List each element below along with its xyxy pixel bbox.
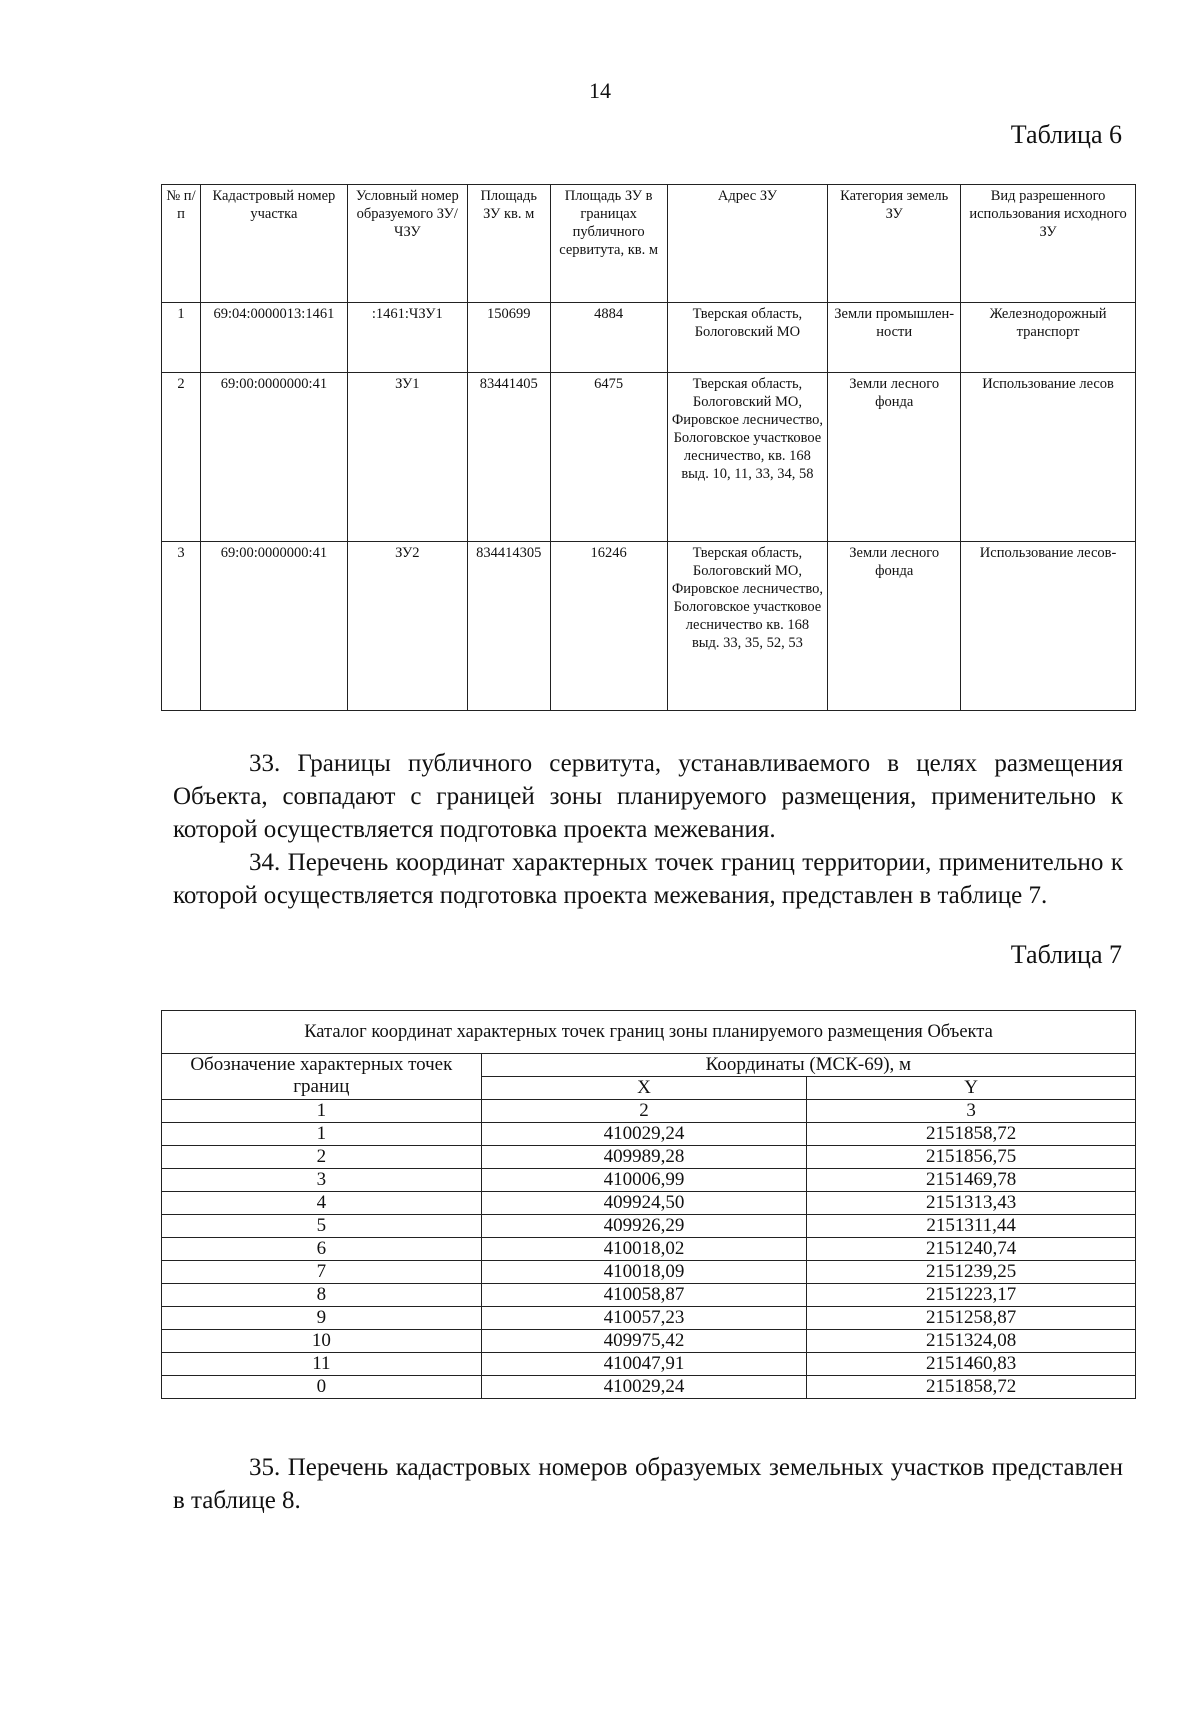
table-cell: 10 — [162, 1330, 482, 1353]
table-cell: :1461:ЧЗУ1 — [347, 303, 467, 373]
table-cell: 5 — [162, 1215, 482, 1238]
header-cell: Категория земель ЗУ — [828, 185, 961, 303]
table-cell: 83441405 — [467, 373, 550, 542]
table-row — [162, 1215, 1136, 1238]
table-cell: 409926,29 — [481, 1215, 807, 1238]
table-cell: Тверская область, Бологовский МО, Фировское лесничество, Бологовское участковое лесничество, кв. 168 выд. 10, 11, 33, 34, 58 — [667, 373, 828, 542]
table-cell: 6475 — [550, 373, 667, 542]
paragraph-35 — [173, 1451, 1123, 1517]
table-7-title: Каталог координат характерных точек границ зоны планируемого размещения Объекта — [162, 1011, 1136, 1054]
table-row — [162, 373, 1136, 542]
table-cell: 2151469,78 — [807, 1169, 1136, 1192]
table-cell: Земли лесного фонда — [828, 542, 961, 711]
table-cell: Тверская область, Бологовский МО, Фировское лесничество, Бологовское участковое лесничество кв. 168 выд. 33, 35, 52, 53 — [667, 542, 828, 711]
table-cell: 2151858,72 — [807, 1376, 1136, 1399]
table-cell: 150699 — [467, 303, 550, 373]
table-cell: 410029,24 — [481, 1123, 807, 1146]
table-6 — [161, 184, 1136, 711]
table-7-colnum-row — [162, 1100, 1136, 1123]
table-row — [162, 1169, 1136, 1192]
table-6-header-row — [162, 185, 1136, 303]
table-cell: 3 — [162, 542, 201, 711]
table-cell: 1 — [162, 1123, 482, 1146]
paragraph-33 — [173, 747, 1123, 846]
table-cell: 16246 — [550, 542, 667, 711]
header-cell: Вид разрешенного использования исходного ЗУ — [961, 185, 1136, 303]
table-7 — [161, 1010, 1136, 1399]
table-row — [162, 1146, 1136, 1169]
table-cell: 8 — [162, 1284, 482, 1307]
table-cell: 2151258,87 — [807, 1307, 1136, 1330]
table-cell: 2 — [162, 1146, 482, 1169]
table-cell: Железнодорожный транспорт — [961, 303, 1136, 373]
col-number: 3 — [807, 1100, 1136, 1123]
table-7-caption: Таблица 7 — [1010, 940, 1122, 969]
x-header: X — [481, 1077, 807, 1100]
header-cell: Адрес ЗУ — [667, 185, 828, 303]
table-6-caption: Таблица 6 — [1010, 120, 1122, 149]
table-row — [162, 542, 1136, 711]
table-row — [162, 1238, 1136, 1261]
table-row — [162, 303, 1136, 373]
paragraph-34 — [173, 846, 1123, 912]
table-cell: 69:04:0000013:1461 — [200, 303, 347, 373]
paragraph-34-text: 34. Перечень координат характерных точек границ территории, применительно к которой осуществляется подготовка проекта межевания, представлен в таблице 7. — [173, 849, 1123, 909]
table-cell: 410029,24 — [481, 1376, 807, 1399]
table-cell: 410018,09 — [481, 1261, 807, 1284]
table-row — [162, 1307, 1136, 1330]
header-cell: Площадь ЗУ кв. м — [467, 185, 550, 303]
table-cell: 410006,99 — [481, 1169, 807, 1192]
table-cell: 6 — [162, 1238, 482, 1261]
table-cell: 410057,23 — [481, 1307, 807, 1330]
table-cell: Тверская область, Бологовский МО — [667, 303, 828, 373]
table-cell: 3 — [162, 1169, 482, 1192]
table-cell: 2151313,43 — [807, 1192, 1136, 1215]
table-cell: ЗУ2 — [347, 542, 467, 711]
table-cell: 2151223,17 — [807, 1284, 1136, 1307]
table-7-title-row — [162, 1011, 1136, 1054]
table-cell: 2151858,72 — [807, 1123, 1136, 1146]
table-cell: 0 — [162, 1376, 482, 1399]
table-row — [162, 1123, 1136, 1146]
table-cell: 2151856,75 — [807, 1146, 1136, 1169]
table-cell: 4884 — [550, 303, 667, 373]
table-row — [162, 1376, 1136, 1399]
table-cell: Земли промышлен-ности — [828, 303, 961, 373]
table-cell: Земли лесного фонда — [828, 373, 961, 542]
page-number: 14 — [589, 78, 611, 103]
table-cell: 11 — [162, 1353, 482, 1376]
paragraph-35-text: 35. Перечень кадастровых номеров образуемых земельных участков представлен в таблице 8. — [173, 1454, 1123, 1514]
table-cell: 2151239,25 — [807, 1261, 1136, 1284]
table-7-header-row — [162, 1054, 1136, 1077]
table-cell: Использование лесов- — [961, 542, 1136, 711]
table-row — [162, 1192, 1136, 1215]
table-cell: 410018,02 — [481, 1238, 807, 1261]
table-cell: 7 — [162, 1261, 482, 1284]
header-cell: Условный номер образуемого ЗУ/ЧЗУ — [347, 185, 467, 303]
table-cell: 2151311,44 — [807, 1215, 1136, 1238]
table-cell: 2151460,83 — [807, 1353, 1136, 1376]
paragraph-33-text: 33. Границы публичного сервитута, устанавливаемого в целях размещения Объекта, совпадают с границей зоны планируемого размещения, применительно к которой осуществляется подготовка проекта межевания. — [173, 750, 1123, 843]
table-row — [162, 1330, 1136, 1353]
table-cell: 9 — [162, 1307, 482, 1330]
point-header: Обозначение характерных точек границ — [162, 1054, 482, 1100]
coords-header: Координаты (МСК-69), м — [481, 1054, 1135, 1077]
table-cell: 410047,91 — [481, 1353, 807, 1376]
table-cell: 2151240,74 — [807, 1238, 1136, 1261]
col-number: 2 — [481, 1100, 807, 1123]
table-cell: 410058,87 — [481, 1284, 807, 1307]
table-cell: 2 — [162, 373, 201, 542]
table-cell: 409924,50 — [481, 1192, 807, 1215]
table-cell: Использование лесов — [961, 373, 1136, 542]
table-row — [162, 1284, 1136, 1307]
table-cell: 69:00:0000000:41 — [200, 373, 347, 542]
table-cell: 4 — [162, 1192, 482, 1215]
table-cell: 2151324,08 — [807, 1330, 1136, 1353]
table-row — [162, 1353, 1136, 1376]
table-row — [162, 1261, 1136, 1284]
header-cell: Площадь ЗУ в границах публичного сервитута, кв. м — [550, 185, 667, 303]
table-cell: 409975,42 — [481, 1330, 807, 1353]
header-cell: № п/п — [162, 185, 201, 303]
table-cell: 1 — [162, 303, 201, 373]
table-cell: 834414305 — [467, 542, 550, 711]
table-cell: ЗУ1 — [347, 373, 467, 542]
y-header: Y — [807, 1077, 1136, 1100]
table-cell: 409989,28 — [481, 1146, 807, 1169]
col-number: 1 — [162, 1100, 482, 1123]
table-cell: 69:00:0000000:41 — [200, 542, 347, 711]
header-cell: Кадастровый номер участка — [200, 185, 347, 303]
